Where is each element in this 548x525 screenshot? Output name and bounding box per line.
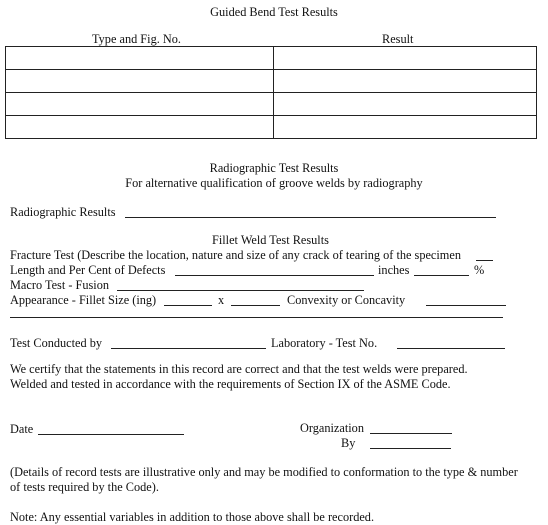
guided-bend-table — [5, 46, 537, 139]
organization-label: Organization — [300, 421, 364, 435]
convexity-label: Convexity or Concavity — [287, 293, 406, 307]
fillet-remarks-field[interactable] — [10, 317, 503, 318]
percent-field[interactable] — [414, 275, 469, 276]
by-label: By — [341, 436, 356, 450]
percent-label: % — [474, 263, 485, 277]
table-row — [6, 70, 537, 93]
type-cell[interactable] — [6, 116, 274, 139]
times-label: x — [218, 293, 225, 307]
details-note-line-1: (Details of record tests are illustrative only and may be modified to conformation to the type & number — [10, 465, 518, 479]
guided-bend-title: Guided Bend Test Results — [210, 5, 338, 19]
organization-field[interactable] — [370, 433, 452, 434]
fillet-size-field-1[interactable] — [164, 305, 212, 306]
details-note-line-2: of tests required by the Code). — [10, 480, 159, 494]
fillet-size-field-2[interactable] — [231, 305, 280, 306]
length-defects-field[interactable] — [175, 275, 374, 276]
result-cell[interactable] — [274, 47, 537, 70]
length-defects-label: Length and Per Cent of Defects — [10, 263, 166, 277]
macro-test-field[interactable] — [117, 290, 364, 291]
laboratory-test-label: Laboratory - Test No. — [271, 336, 378, 350]
table-row — [6, 116, 537, 139]
by-field[interactable] — [370, 448, 451, 449]
macro-test-label: Macro Test - Fusion — [10, 278, 109, 292]
laboratory-test-field[interactable] — [397, 348, 505, 349]
appearance-label: Appearance - Fillet Size (ing) — [10, 293, 157, 307]
result-cell[interactable] — [274, 70, 537, 93]
radiographic-title: Radiographic Test Results — [209, 161, 339, 175]
type-cell[interactable] — [6, 93, 274, 116]
radiographic-results-label: Radiographic Results — [10, 205, 116, 219]
type-cell[interactable] — [6, 70, 274, 93]
inches-label: inches — [378, 263, 410, 277]
convexity-field[interactable] — [426, 305, 506, 306]
column-header-type: Type and Fig. No. — [92, 32, 181, 46]
essential-variables-note: Note: Any essential variables in addition to those above shall be recorded. — [10, 510, 375, 524]
radiographic-subtitle: For alternative qualification of groove welds by radiography — [125, 176, 423, 190]
result-cell[interactable] — [274, 116, 537, 139]
certification-line-1: We certify that the statements in this record are correct and that the test welds were prepared. — [10, 362, 468, 376]
type-cell[interactable] — [6, 47, 274, 70]
table-row — [6, 93, 537, 116]
date-label: Date — [10, 422, 34, 436]
fracture-test-label: Fracture Test (Describe the location, nature and size of any crack of tearing of the specimen — [10, 248, 461, 262]
date-field[interactable] — [38, 434, 184, 435]
test-conducted-field[interactable] — [111, 348, 266, 349]
result-cell[interactable] — [274, 93, 537, 116]
radiographic-results-field[interactable] — [125, 217, 496, 218]
column-header-result: Result — [382, 32, 414, 46]
table-row — [6, 47, 537, 70]
test-conducted-label: Test Conducted by — [10, 336, 103, 350]
fillet-weld-title: Fillet Weld Test Results — [212, 233, 329, 247]
certification-line-2: Welded and tested in accordance with the requirements of Section IX of the ASME Code. — [10, 377, 451, 391]
fracture-test-field[interactable] — [476, 260, 493, 261]
